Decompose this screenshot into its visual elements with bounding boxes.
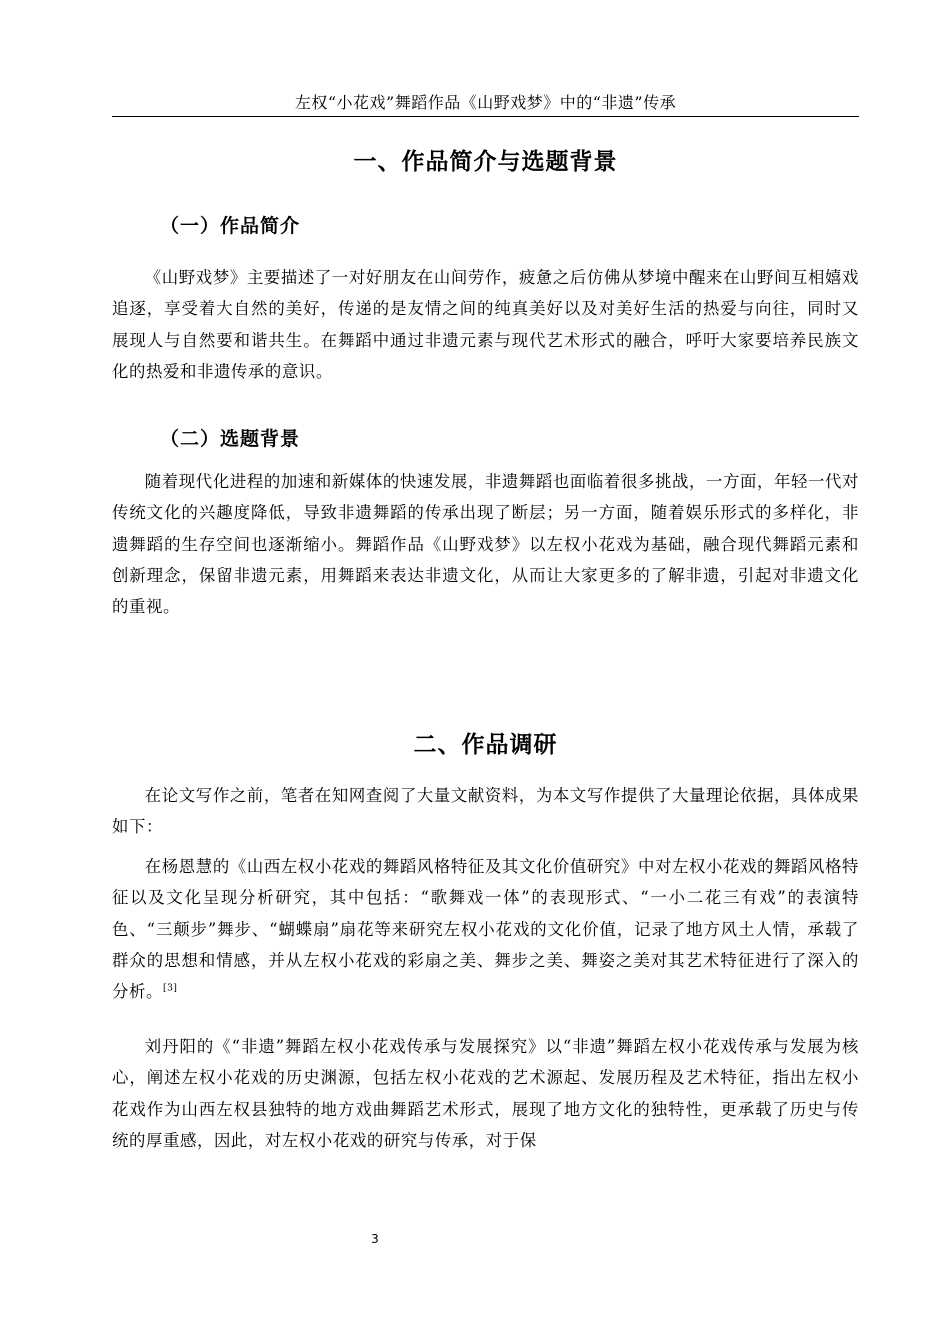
header-rule	[112, 116, 859, 117]
running-header: 左权“小花戏”舞蹈作品《山野戏梦》中的“非遗”传承	[294, 93, 677, 112]
page-number: 3	[371, 1232, 379, 1246]
section-2-paragraph-3: 刘丹阳的《“非遗”舞蹈左权小花戏传承与发展探究》以“非遗”舞蹈左权小花戏传承与发展为核心，阐述左权小花戏的历史渊源，包括左权小花戏的艺术源起、发展历程及艺术特征，指出左权小花戏作为山西左权县独特的地方戏曲舞蹈艺术形式，展现了地方文化的独特性，更承载了历史与传统的厚重感，因此，对左权小花戏的研究与传承，对于保	[112, 1037, 859, 1150]
section-2-paragraph-2	[112, 851, 859, 1007]
section-2-paragraph-1: 在论文写作之前，笔者在知网查阅了大量文献资料，为本文写作提供了大量理论依据，具体成果如下：	[112, 786, 859, 837]
section-1-2-title: （二）选题背景	[160, 428, 301, 450]
section-1-1-paragraph: 《山野戏梦》主要描述了一对好朋友在山间劳作，疲惫之后仿佛从梦境中醒来在山野间互相嬉戏追逐，享受着大自然的美好，传递的是友情之间的纯真美好以及对美好生活的热爱与向往，同时又展现人与自然要和谐共生。在舞蹈中通过非遗元素与现代艺术形式的融合，呼吁大家要培养民族文化的热爱和非遗传承的意识。	[112, 268, 859, 381]
section-1-2-paragraph: 随着现代化进程的加速和新媒体的快速发展，非遗舞蹈也面临着很多挑战，一方面，年轻一代对传统文化的兴趣度降低，导致非遗舞蹈的传承出现了断层；另一方面，随着娱乐形式的多样化，非遗舞蹈的生存空间也逐渐缩小。舞蹈作品《山野戏梦》以左权小花戏为基础，融合现代舞蹈元素和创新理念，保留非遗元素，用舞蹈来表达非遗文化，从而让大家更多的了解非遗，引起对非遗文化的重视。	[112, 472, 859, 617]
citation-marker[interactable]: [3]	[162, 983, 178, 994]
section-1-title: 一、作品简介与选题背景	[353, 149, 618, 175]
section-2-title: 二、作品调研	[413, 732, 558, 758]
section-1-1-title: （一）作品简介	[160, 215, 301, 237]
section-2-paragraph-2-text: 在杨恩慧的《山西左权小花戏的舞蹈风格特征及其文化价值研究》中对左权小花戏的舞蹈风格特征以及文化呈现分析研究，其中包括：“歌舞戏一体”的表现形式、“一小二花三有戏”的表演特色、“三颠步”舞步、“蝴蝶扇”扇花等来研究左权小花戏的文化价值，记录了地方风土人情，承载了群众的思想和情感，并从左权小花戏的彩扇之美、舞步之美、舞姿之美对其艺术特征进行了深入的分析。	[112, 857, 859, 1002]
